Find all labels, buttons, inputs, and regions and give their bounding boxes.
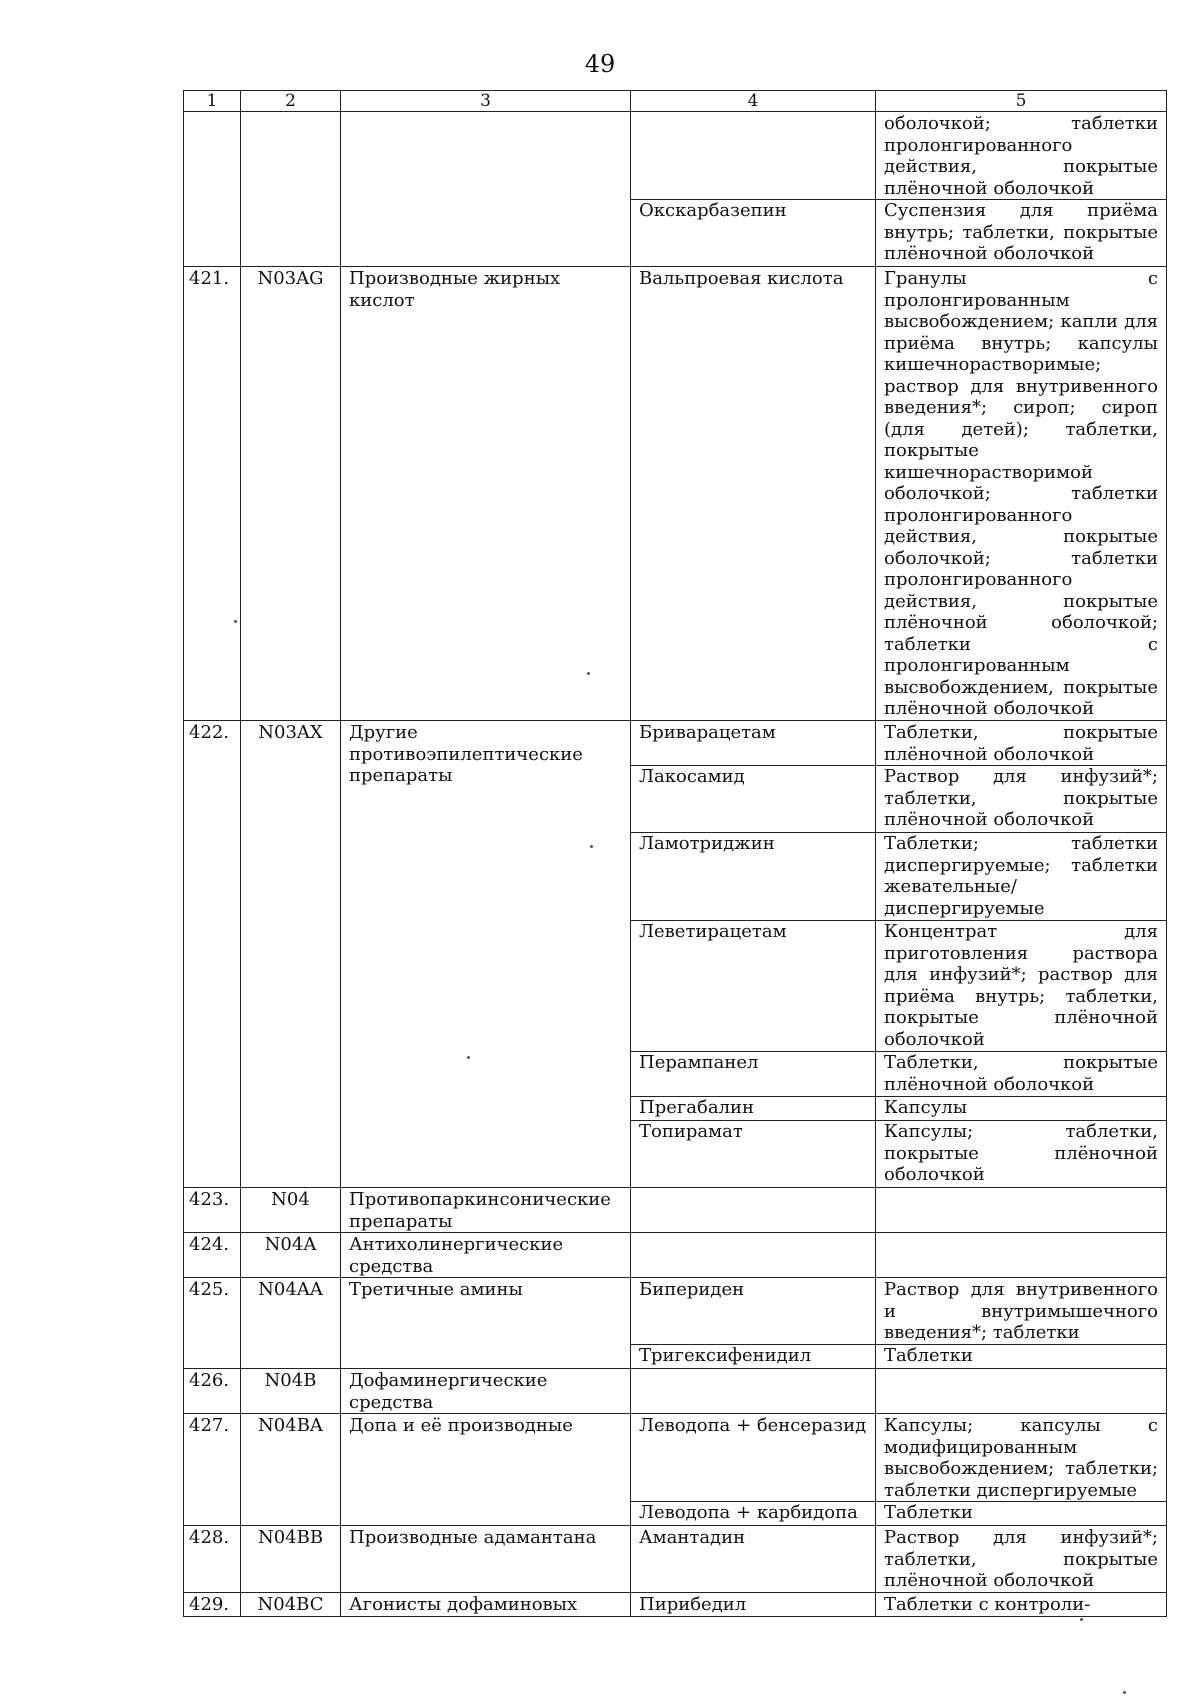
anatomical-therapeutic-group: Третичные амины — [341, 1278, 631, 1369]
drug-name: Окскарбазепин — [631, 199, 875, 266]
table-row — [184, 1593, 1167, 1617]
dosage-form: Гранулы с пролонгированным высвобождением; капли для приёма внутрь; капсулы кишечнорастворимые; раствор для внутривенного введения*; сироп; сироп (для детей); таблетки, покрытые кишечнорастворимой оболочкой; таблетки пролонгированного действия, покрытые оболочкой; таблетки пролонгированного действия, покрытые плёночной оболочкой; таблетки с пролонгированным высвобождением, покрытые плёночной оболочкой — [884, 268, 1158, 719]
row-number: 428. — [184, 1526, 241, 1593]
anatomical-therapeutic-group: Антихолинергические средства — [341, 1233, 631, 1278]
drug-name: Пирибедил — [639, 1594, 747, 1615]
dosage-form: Концентрат для приготовления раствора для инфузий*; раствор для приёма внутрь; таблетки, покрытые плёночной оболочкой — [876, 920, 1166, 1051]
drug-name: Леветирацетам — [631, 920, 875, 1051]
dosage-form: Таблетки с контроли- — [884, 1594, 1091, 1615]
column-header-row — [184, 91, 1167, 112]
drug-name-cell — [631, 1369, 876, 1414]
table-row — [184, 1278, 1167, 1369]
dosage-form-cell — [876, 267, 1167, 721]
dosage-form: Раствор для инфузий*; таблетки, покрытые плёночной оболочкой — [876, 765, 1166, 832]
dosage-form-cell — [876, 1188, 1167, 1233]
drug-name: Перампанел — [631, 1051, 875, 1096]
drug-name — [639, 113, 867, 199]
row-number: 422. — [184, 721, 241, 1188]
anatomical-therapeutic-group: Дофаминергические средства — [341, 1369, 631, 1414]
dosage-form-cell — [876, 721, 1167, 1188]
drug-name: Прегабалин — [631, 1096, 875, 1120]
dosage-form: Раствор для внутривенного и внутримышечного введения*; таблетки — [884, 1279, 1158, 1343]
scan-speck — [1123, 1691, 1126, 1694]
dosage-form: Таблетки, покрытые плёночной оболочкой — [884, 722, 1158, 765]
drug-name-cell — [631, 1414, 876, 1526]
atc-code: N04BB — [241, 1526, 341, 1593]
row-number: 424. — [184, 1233, 241, 1278]
anatomical-therapeutic-group: Агонисты дофаминовых — [341, 1593, 631, 1617]
table-row — [184, 1369, 1167, 1414]
drug-name: Бипериден — [639, 1279, 745, 1300]
row-number — [184, 112, 241, 267]
row-number: 426. — [184, 1369, 241, 1414]
table-row — [184, 112, 1167, 267]
dosage-form: Капсулы; капсулы с модифицированным высвобождением; таблетки; таблетки диспергируемые — [884, 1415, 1158, 1501]
drug-name: Лакосамид — [631, 765, 875, 832]
drug-name-cell — [631, 112, 876, 267]
page-number: 49 — [584, 50, 616, 78]
drug-name-cell — [631, 721, 876, 1188]
anatomical-therapeutic-group: Производные жирных кислот — [341, 267, 631, 721]
scan-speck — [587, 672, 590, 675]
drug-name-cell — [631, 267, 876, 721]
scan-speck — [590, 845, 593, 848]
dosage-form: Суспензия для приёма внутрь; таблетки, покрытые плёночной оболочкой — [876, 199, 1166, 266]
atc-code: N04A — [241, 1233, 341, 1278]
dosage-form-cell — [876, 112, 1167, 267]
drug-name: Вальпроевая кислота — [639, 268, 844, 289]
drug-name: Амантадин — [639, 1527, 746, 1548]
anatomical-therapeutic-group: Производные адамантана — [341, 1526, 631, 1593]
table-row — [184, 1188, 1167, 1233]
dosage-form: Таблетки; таблетки диспергируемые; таблетки жевательные/диспергируемые — [876, 832, 1166, 920]
dosage-form: Капсулы; таблетки, покрытые плёночной оболочкой — [876, 1120, 1166, 1187]
dosage-form-cell — [876, 1526, 1167, 1593]
dosage-form: Раствор для инфузий*; таблетки, покрытые плёночной оболочкой — [884, 1527, 1158, 1591]
dosage-form-cell — [876, 1593, 1167, 1617]
anatomical-therapeutic-group: Допа и её производные — [341, 1414, 631, 1526]
anatomical-therapeutic-group: Другие противоэпилептические препараты — [341, 721, 631, 1188]
column-header-2: 2 — [241, 91, 341, 112]
anatomical-therapeutic-group — [341, 112, 631, 267]
dosage-form: Таблетки, покрытые плёночной оболочкой — [876, 1051, 1166, 1096]
atc-code: N04BA — [241, 1414, 341, 1526]
atc-code: N04BC — [241, 1593, 341, 1617]
anatomical-therapeutic-group: Противопаркинсонические препараты — [341, 1188, 631, 1233]
table-row — [184, 1526, 1167, 1593]
atc-code: N03AX — [241, 721, 341, 1188]
dosage-form-cell — [876, 1414, 1167, 1526]
table-row — [184, 1233, 1167, 1278]
drug-name-cell — [631, 1188, 876, 1233]
column-header-1: 1 — [184, 91, 241, 112]
column-header-5: 5 — [876, 91, 1167, 112]
scan-speck — [234, 620, 237, 623]
scan-speck — [467, 1056, 470, 1059]
atc-code: N04B — [241, 1369, 341, 1414]
drug-name: Тригексифенидил — [631, 1344, 875, 1368]
table-row — [184, 267, 1167, 721]
atc-code: N03AG — [241, 267, 341, 721]
dosage-form: оболочкой; таблетки пролонгированного действия, покрытые плёночной оболочкой — [884, 113, 1158, 199]
row-number: 425. — [184, 1278, 241, 1369]
drug-name-cell — [631, 1593, 876, 1617]
dosage-form-cell — [876, 1369, 1167, 1414]
drug-name-cell — [631, 1233, 876, 1278]
column-header-3: 3 — [341, 91, 631, 112]
row-number: 427. — [184, 1414, 241, 1526]
scan-speck — [1080, 1618, 1083, 1621]
atc-code: N04 — [241, 1188, 341, 1233]
dosage-form-cell — [876, 1278, 1167, 1369]
dosage-form-cell — [876, 1233, 1167, 1278]
atc-code — [241, 112, 341, 267]
column-header-4: 4 — [631, 91, 876, 112]
atc-code: N04AA — [241, 1278, 341, 1369]
dosage-form: Таблетки — [876, 1501, 1166, 1525]
drug-name: Леводопа + бенсеразид — [639, 1415, 867, 1436]
drug-list-table — [183, 90, 1167, 1617]
drug-name: Топирамат — [631, 1120, 875, 1187]
dosage-form: Таблетки — [876, 1344, 1166, 1368]
drug-name-cell — [631, 1278, 876, 1369]
row-number: 429. — [184, 1593, 241, 1617]
drug-name-cell — [631, 1526, 876, 1593]
dosage-form: Капсулы — [876, 1096, 1166, 1120]
row-number: 423. — [184, 1188, 241, 1233]
table-row — [184, 1414, 1167, 1526]
table-row — [184, 721, 1167, 1188]
drug-name: Леводопа + карбидопа — [631, 1501, 875, 1525]
drug-name: Бриварацетам — [639, 722, 776, 743]
row-number: 421. — [184, 267, 241, 721]
drug-name: Ламотриджин — [631, 832, 875, 920]
